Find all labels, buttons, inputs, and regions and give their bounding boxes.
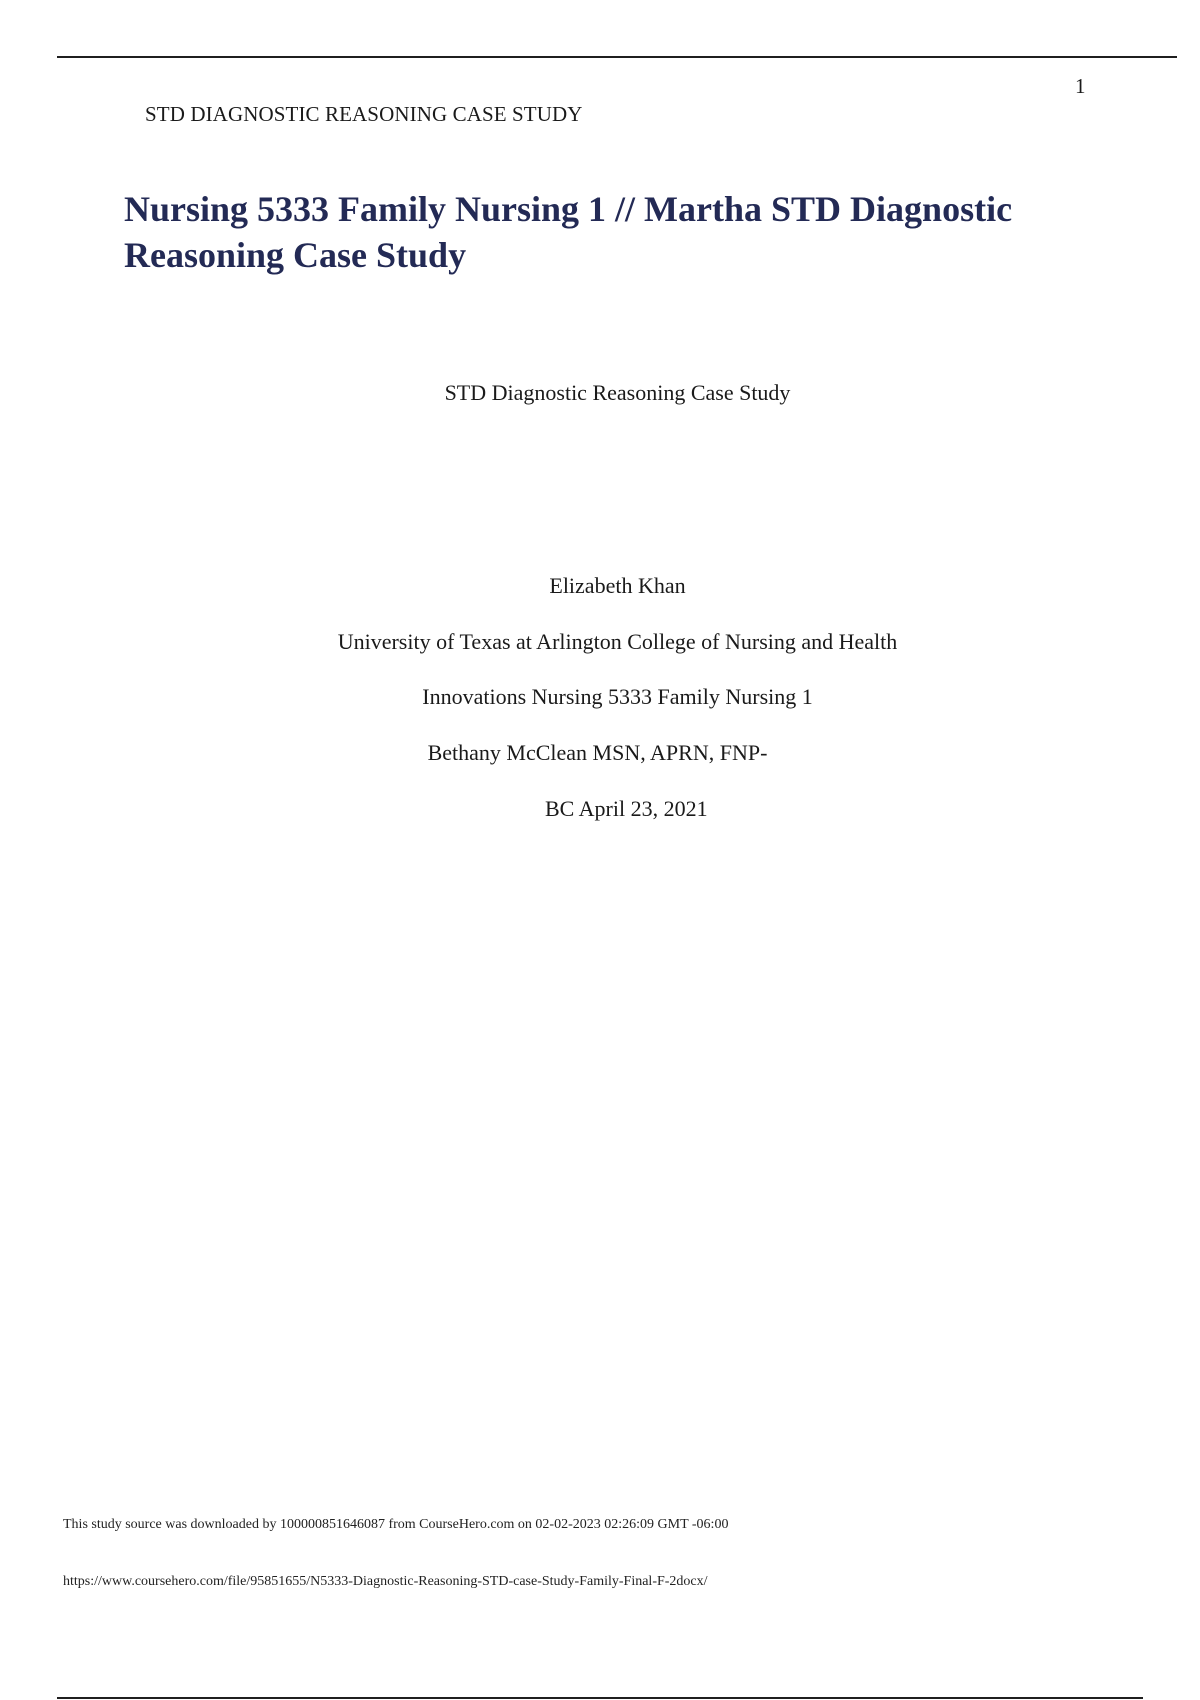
source-url[interactable]: https://www.coursehero.com/file/95851655/N5333-Diagnostic-Reasoning-STD-case-Study-Family-Final-F-2docx/ — [63, 1574, 708, 1589]
bottom-rule — [57, 1697, 1143, 1699]
institution-line-2: Innovations Nursing 5333 Family Nursing 1 — [422, 684, 813, 709]
instructor-name: Bethany McClean MSN, APRN, FNP- — [427, 740, 768, 765]
running-head: STD DIAGNOSTIC REASONING CASE STUDY — [145, 102, 583, 126]
institution-line-1: University of Texas at Arlington College of Nursing and Health — [337, 629, 898, 654]
credential-and-date: BC April 23, 2021 — [545, 796, 708, 821]
download-notice: This study source was downloaded by 100000851646087 from CourseHero.com on 02-02-2023 02:26:09 GMT -06:00 — [63, 1517, 729, 1532]
paper-subtitle: STD Diagnostic Reasoning Case Study — [444, 380, 791, 405]
page-number: 1 — [1075, 74, 1086, 98]
document-title: Nursing 5333 Family Nursing 1 // Martha STD Diagnostic Reasoning Case Study — [124, 189, 1013, 275]
top-rule — [57, 56, 1177, 58]
author-name: Elizabeth Khan — [549, 573, 686, 598]
